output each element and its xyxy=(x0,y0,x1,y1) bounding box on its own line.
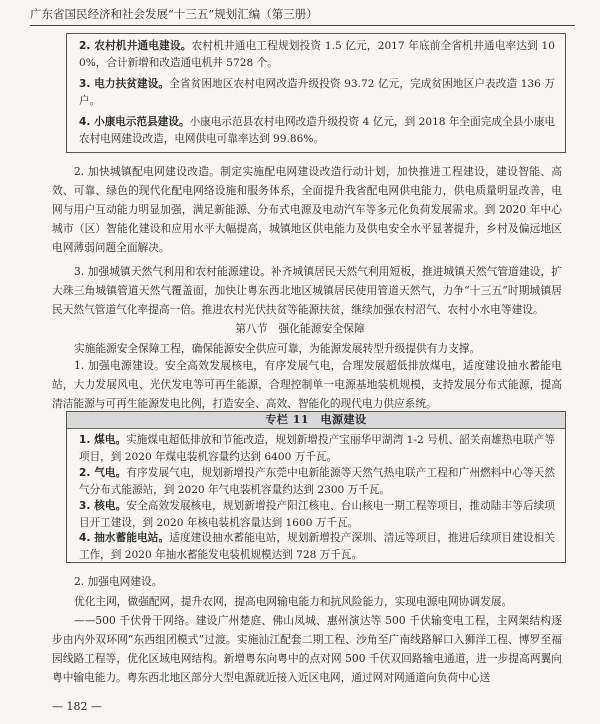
box-item-label: 4. 小康电示范县建设。 xyxy=(79,116,190,128)
box-item xyxy=(79,432,555,466)
box-item-text: 小康电示范县农村电网改造升级投资 4 亿元，到 2018 年全面完成全县小康电农村电网建设改造，电网供电可靠率达到 99.86%。 xyxy=(79,116,555,145)
column-box-rural-power xyxy=(66,33,566,153)
body-paragraph: 2. 加强电网建设。 xyxy=(74,575,163,588)
box-item xyxy=(79,38,555,72)
box-title: 专栏 11 电源建设 xyxy=(67,412,565,429)
box-item-text: 全省贫困地区农村电网改造升级投资 93.72 亿元，完成贫困地区户表改造 136 万户。 xyxy=(79,78,555,107)
box-item-text: 安全高效发展核电，规划新增投产阳江核电、台山核电一期工程等项目，推动陆丰等后续项目开工建设，到 2020 年核电装机容量达到 1600 万千瓦。 xyxy=(79,500,555,529)
body-paragraph: 优化主网，做强配网，提升农网，提高电网输电能力和抗风险能力，实现电源电网协调发展。 xyxy=(74,595,513,608)
page-number: — 182 — xyxy=(52,700,102,713)
box-item xyxy=(79,498,555,532)
section-heading: 第八节 强化能源安全保障 xyxy=(235,322,365,335)
column-box-power-construction xyxy=(66,411,566,563)
running-header: 广东省国民经济和社会发展“十三五”规划汇编（第三册） xyxy=(30,6,575,26)
box-item-text: 实施煤电超低排放和节能改造，规划新增投产宝丽华甲湖湾 1-2 号机、韶关南雄热电联产等项目，到 2020 年煤电装机容量约达到 6400 万千瓦。 xyxy=(79,434,555,463)
body-paragraph: 2. 加快城镇配电网建设改造。制定实施配电网建设改造行动计划，加快推进工程建设，建设智能、高效、可靠、绿色的现代化配电网络设施和服务体系，全面提升我省配电网供电能力，供电质量明显改善，电网与用户互动能力明显加强，满足新能源、分布式电源及电动汽车等多元化负荷发展需求。到 2020 年中心城市（区）智能化建设和应用水平大幅提高，城镇地区供电能力及供电安全水平显著提升，乡村及偏远地区电网薄弱问题全面解决。 xyxy=(52,165,562,254)
box-item xyxy=(79,530,555,564)
box-item-label: 4. 抽水蓄能电站。 xyxy=(79,532,170,544)
body-paragraph: 实施能源安全保障工程，确保能源安全供应可靠，为能源发展转型升级提供有力支撑。 xyxy=(74,342,481,355)
box-item xyxy=(79,465,555,499)
box-item-text: 农村机井通电工程规划投资 1.5 亿元，2017 年底前全省机井通电率达到 100%，合计新增和改造通电机井 5728 个。 xyxy=(79,40,555,69)
box-item xyxy=(79,114,555,148)
box-item-text: 适度建设抽水蓄能电站，规划新增投产深圳、清远等项目，推进后续项目建设相关工作，到 2020 年抽水蓄能发电装机规模达到 728 万千瓦。 xyxy=(79,532,555,561)
box-item-label: 3. 核电。 xyxy=(79,500,127,512)
body-paragraph: 3. 加强城镇天然气利用和农村能源建设。补齐城镇居民天然气利用短板，推进城镇天然气管道建设，扩大珠三角城镇管道天然气覆盖面，加快让粤东西北地区城镇居民使用管道天然气，力争“十三五”时期城镇居民天然气管道气化率提高一倍。推进农村光伏扶贫等能源扶贫，继续加强农村沼气、农村小水电等建设。 xyxy=(52,265,562,316)
box-item-label: 2. 气电。 xyxy=(79,467,127,479)
body-paragraph: ——500 千伏骨干网络。建设广州楚庭、佛山凤城、惠州演达等 500 千伏输变电工程，主网架结构逐步由内外双环网“东西组团模式”过渡。实施汕江配套二期工程、沙角至广南线路解口入狮洋工程、博罗至福园线路工程等，优化区域电网结构。新增粤东向粤中的点对网 500 千伏双回路输电通道，进一步提高两翼向粤中输电能力。粤东西北地区部分大型电源就近接入近区电网，通过网对网通道向负荷中心送 xyxy=(52,614,562,684)
box-item-text: 有序发展气电，规划新增投产东莞中电新能源等天然气热电联产工程和广州燃料中心等天然气分布式能源站，到 2020 年气电装机容量约达到 2300 万千瓦。 xyxy=(79,467,555,496)
box-item-label: 2. 农村机井通电建设。 xyxy=(79,40,192,52)
body-paragraph: 1. 加强电源建设。安全高效发展核电，有序发展气电，合理发展超低排放煤电，适度建设抽水蓄能电站，大力发展风电、光伏发电等可再生能源，合理控制单一电源基地装机规模，支持发展分布式能源，提高清洁能源与可再生能源发电比例，打造安全、高效、智能化的现代电力供应系统。 xyxy=(52,359,562,410)
box-item-label: 1. 煤电。 xyxy=(79,434,127,446)
box-item xyxy=(79,76,555,110)
box-item-label: 3. 电力扶贫建设。 xyxy=(79,78,170,90)
